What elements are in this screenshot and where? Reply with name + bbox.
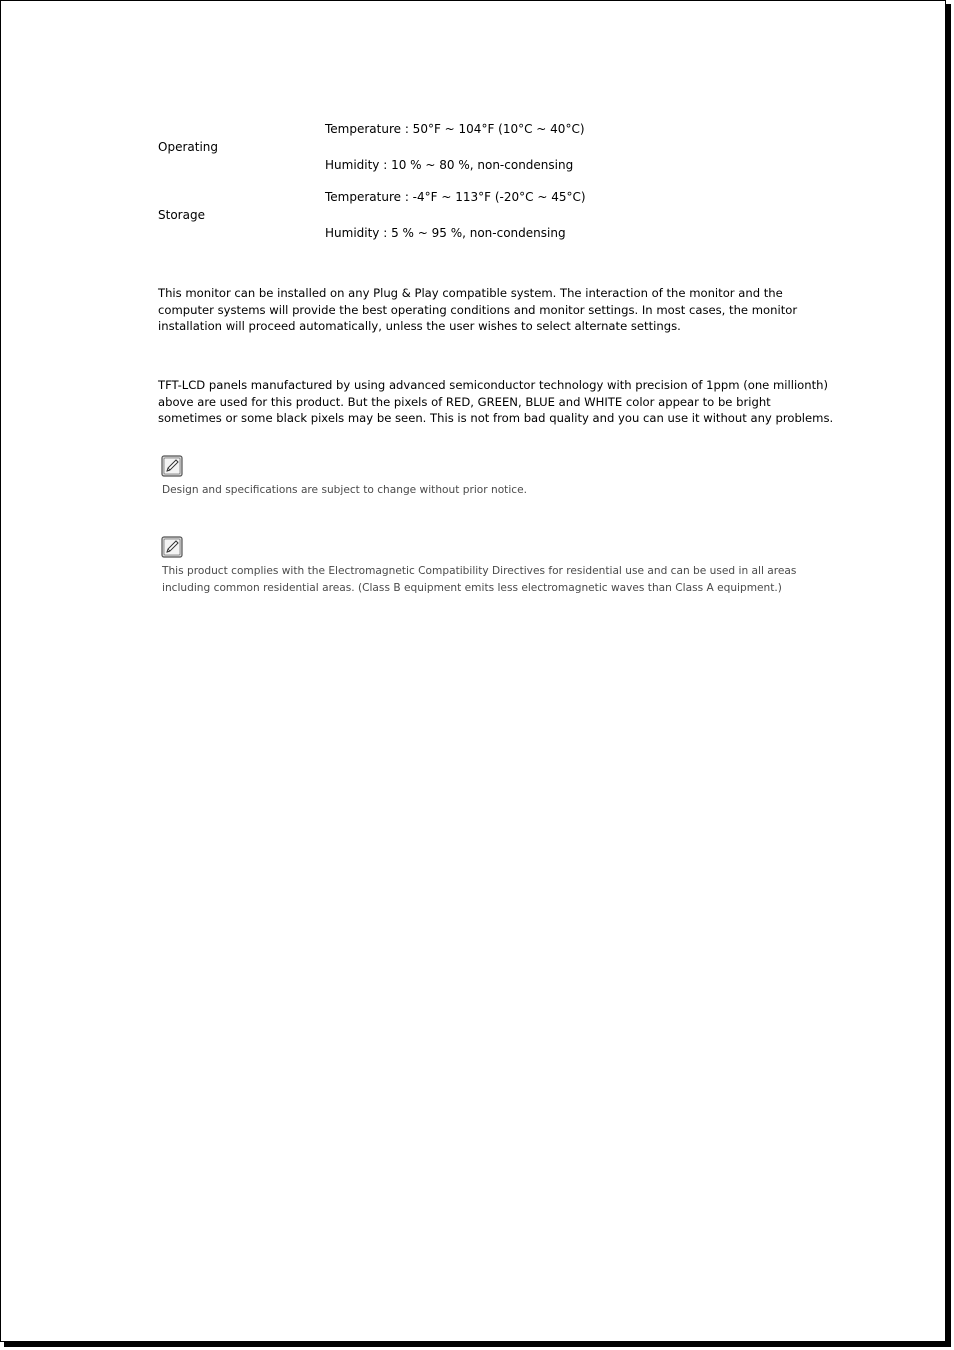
plug-and-play-paragraph xyxy=(158,285,797,335)
note-line: This product complies with the Electromagnetic Compatibility Directives for residential use and can be used in all areas xyxy=(162,565,797,577)
pixel-policy-paragraph xyxy=(158,377,833,427)
env-row-operating xyxy=(158,122,818,182)
note-line: including common residential areas. (Class B equipment emits less electromagnetic waves than Class A equipment.) xyxy=(162,581,782,594)
env-operating-humidity: Humidity : 10 % ~ 80 %, non-condensing xyxy=(325,158,574,172)
page-shadow-bottom xyxy=(4,1342,951,1347)
paragraph-line: installation will proceed automatically, unless the user wishes to select alternate settings. xyxy=(158,319,681,334)
env-operating-temperature: Temperature : 50°F ~ 104°F (10°C ~ 40°C) xyxy=(325,122,585,136)
paragraph-line: TFT-LCD panels manufactured by using advanced semiconductor technology with precision of 1ppm (one millionth) xyxy=(158,378,829,392)
env-storage-temperature: Temperature : -4°F ~ 113°F (-20°C ~ 45°C) xyxy=(325,190,586,204)
paragraph-line: sometimes or some black pixels may be seen. This is not from bad quality and you can use it without any problems. xyxy=(158,411,834,426)
paragraph-line: This monitor can be installed on any Plug & Play compatible system. The interaction of the monitor and the xyxy=(158,286,783,300)
paragraph-line: computer systems will provide the best operating conditions and monitor settings. In most cases, the monitor xyxy=(158,302,798,317)
note-text xyxy=(162,482,802,499)
note-text xyxy=(162,563,802,596)
note-pencil-icon xyxy=(161,536,183,558)
note-line: Design and specifications are subject to change without prior notice. xyxy=(162,484,527,496)
env-label-operating: Operating xyxy=(158,140,218,154)
note-pencil-icon xyxy=(161,455,183,477)
page-shadow-right xyxy=(946,4,951,1347)
env-label-storage: Storage xyxy=(158,208,205,222)
env-storage-humidity: Humidity : 5 % ~ 95 %, non-condensing xyxy=(325,226,566,240)
paragraph-line: above are used for this product. But the pixels of RED, GREEN, BLUE and WHITE color appear to be bright xyxy=(158,394,771,409)
env-row-storage xyxy=(158,190,818,250)
